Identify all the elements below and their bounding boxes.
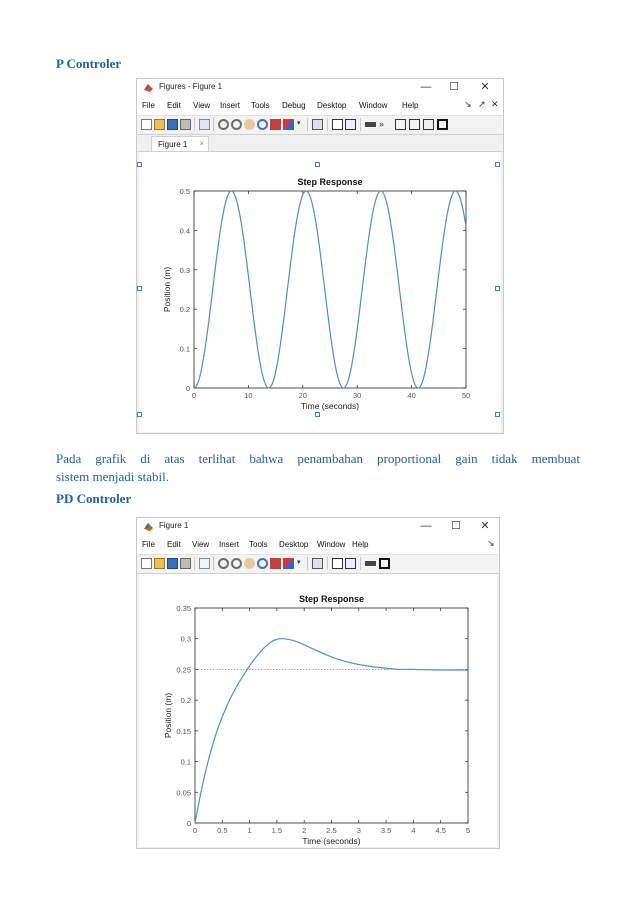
toolbar-separator (327, 118, 328, 131)
matlab-figure-window-2 (136, 517, 500, 849)
toolbar-separator (194, 557, 195, 570)
pan-icon[interactable] (244, 119, 255, 130)
colorbar-icon[interactable] (332, 558, 343, 569)
resize-handle[interactable] (315, 162, 320, 167)
tab-close-icon[interactable]: × (199, 139, 204, 148)
pointer-icon[interactable] (199, 558, 210, 569)
resize-handle[interactable] (137, 162, 142, 167)
pan-icon[interactable] (244, 558, 255, 569)
brush-dropdown-icon[interactable]: ▾ (297, 559, 301, 566)
title-bar (137, 518, 499, 536)
menu-window[interactable]: Window (359, 101, 388, 110)
legend-icon[interactable] (345, 558, 356, 569)
matlab-figure-window-1 (136, 78, 504, 434)
colorbar-icon[interactable] (332, 119, 343, 130)
chart-title: Step Response (298, 594, 365, 604)
new-figure-icon[interactable] (141, 558, 152, 569)
resize-handle[interactable] (315, 412, 320, 417)
plot-area (195, 608, 468, 823)
rotate-icon[interactable] (257, 558, 268, 569)
menu-bar (137, 536, 499, 555)
new-figure-icon[interactable] (141, 119, 152, 130)
resize-handle[interactable] (495, 412, 500, 417)
window-title: Figure 1 (159, 521, 189, 530)
brush-icon[interactable] (283, 119, 294, 130)
maximize-button[interactable]: ☐ (451, 520, 461, 532)
menu-desktop[interactable]: Desktop (279, 540, 309, 549)
minimize-button[interactable]: — (420, 81, 432, 93)
y-tick-label: 0.2 (180, 696, 191, 706)
toolbar-separator (307, 118, 308, 131)
data-cursor-icon[interactable] (270, 558, 281, 569)
y-tick-label: 0.1 (180, 757, 191, 767)
y-tick-label: 0.2 (179, 305, 190, 315)
menu-edit[interactable]: Edit (167, 101, 181, 110)
figure-canvas (139, 574, 497, 847)
y-tick-label: 0.3 (179, 265, 190, 275)
float-icon[interactable] (423, 119, 434, 130)
y-tick-label: 0 (186, 819, 191, 828)
y-axis-label: Position (m) (162, 266, 172, 313)
x-tick-label: 0 (192, 826, 198, 835)
x-tick-label: 40 (407, 391, 416, 400)
x-tick-label: 3.5 (380, 826, 392, 835)
toolbar-separator (307, 557, 308, 570)
menu-view[interactable]: View (192, 540, 210, 549)
grid-layout-icon[interactable] (395, 119, 406, 130)
legend-icon[interactable] (345, 119, 356, 130)
x-tick-label: 20 (298, 391, 307, 400)
data-cursor-icon[interactable] (270, 119, 281, 130)
step-response-chart-pd (139, 574, 497, 847)
close-button[interactable]: ✕ (480, 520, 490, 532)
y-tick-label: 0.25 (176, 665, 191, 675)
open-file-icon[interactable] (154, 119, 165, 130)
toolbar (137, 555, 499, 574)
x-tick-label: 50 (461, 391, 471, 400)
y-tick-label: 0.5 (179, 187, 190, 196)
resize-handle[interactable] (495, 286, 500, 291)
menu-insert[interactable]: Insert (219, 540, 240, 549)
y-tick-label: 0.1 (179, 344, 190, 354)
x-tick-label: 4 (411, 826, 416, 835)
zoom-in-icon[interactable] (218, 558, 229, 569)
hide-plot-tools-icon[interactable] (365, 561, 376, 566)
brush-icon[interactable] (283, 558, 294, 569)
paragraph-line-2: sistem menjadi stabil. (56, 469, 170, 484)
y-tick-label: 0.4 (179, 226, 190, 236)
matlab-logo-icon (143, 82, 154, 93)
toolbar-separator (360, 118, 361, 131)
tile-icon[interactable] (409, 119, 420, 130)
resize-handle[interactable] (495, 162, 500, 167)
menu-help[interactable]: Help (402, 101, 419, 110)
dock-arrow-icon[interactable]: ↘ (464, 99, 472, 109)
y-tick-label: 0.35 (176, 604, 191, 613)
x-tick-label: 0 (191, 391, 197, 400)
hide-plot-tools-icon[interactable] (365, 122, 376, 127)
y-axis-label: Position (m) (163, 692, 173, 739)
zoom-out-icon[interactable] (231, 558, 242, 569)
zoom-in-icon[interactable] (218, 119, 229, 130)
close-figure-icon[interactable]: ✕ (491, 99, 499, 109)
menu-desktop[interactable]: Desktop (317, 101, 347, 110)
menu-bar (137, 97, 503, 116)
paragraph-line-1: Pada grafik di atas terlihat bahwa penambahan proportional gain tidak membuat (56, 451, 580, 466)
open-file-icon[interactable] (154, 558, 165, 569)
x-tick-label: 0.5 (217, 826, 228, 835)
minimize-button[interactable]: — (420, 520, 432, 532)
show-plot-tools-icon[interactable] (379, 558, 390, 569)
matlab-logo-icon (143, 521, 154, 532)
y-tick-label: 0.3 (180, 634, 191, 644)
figure-tab-strip (137, 135, 503, 152)
print-icon[interactable] (180, 558, 191, 569)
menu-help[interactable]: Help (352, 540, 369, 549)
menu-debug[interactable]: Debug (282, 101, 306, 110)
description-paragraph (56, 450, 580, 486)
brush-dropdown-icon[interactable]: ▾ (297, 120, 301, 127)
x-axis-label: Time (seconds) (300, 401, 360, 411)
x-tick-label: 2.5 (326, 826, 337, 835)
toolbar-separator (360, 557, 361, 570)
undock-arrow-icon[interactable]: ↗ (478, 99, 486, 109)
zoom-out-icon[interactable] (231, 119, 242, 130)
link-plot-icon[interactable] (312, 119, 323, 130)
menu-window[interactable]: Window (317, 540, 346, 549)
x-tick-label: 4.5 (435, 826, 446, 835)
maximize-axes-icon[interactable] (437, 119, 448, 130)
resize-handle[interactable] (137, 286, 142, 291)
toolbar-separator (213, 118, 214, 131)
dock-arrow-icon[interactable]: ↘ (487, 538, 495, 548)
toolbar-separator (194, 118, 195, 131)
maximize-button[interactable]: ☐ (449, 81, 459, 93)
x-tick-label: 30 (353, 391, 362, 400)
menu-file[interactable]: File (142, 540, 155, 549)
x-tick-label: 3 (356, 826, 361, 835)
heading-p-controller: P Controler (56, 56, 122, 71)
menu-edit[interactable]: Edit (167, 540, 181, 549)
step-response-chart-p (139, 152, 501, 432)
y-tick-label: 0 (185, 384, 190, 393)
x-tick-label: 1 (247, 826, 252, 835)
more-tools-icon[interactable]: » (379, 119, 385, 129)
link-plot-icon[interactable] (312, 558, 323, 569)
menu-tools[interactable]: Tools (251, 101, 270, 110)
print-icon[interactable] (180, 119, 191, 130)
pointer-icon[interactable] (199, 119, 210, 130)
title-bar (137, 79, 503, 97)
menu-view[interactable]: View (193, 101, 211, 110)
close-button[interactable]: ✕ (480, 81, 490, 93)
tab-label: Figure 1 (158, 140, 188, 149)
heading-pd-controller: PD Controler (56, 491, 132, 506)
toolbar-separator (327, 557, 328, 570)
menu-tools[interactable]: Tools (249, 540, 268, 549)
plot-area (194, 191, 466, 388)
rotate-icon[interactable] (257, 119, 268, 130)
toolbar (137, 116, 503, 135)
resize-handle[interactable] (137, 412, 142, 417)
y-tick-label: 0.15 (176, 726, 191, 736)
save-icon[interactable] (167, 558, 178, 569)
figure-canvas (139, 152, 501, 432)
x-tick-label: 5 (465, 826, 471, 835)
x-tick-label: 10 (244, 391, 253, 400)
x-axis-label: Time (seconds) (302, 836, 361, 846)
chart-title: Step Response (297, 177, 363, 187)
menu-insert[interactable]: Insert (220, 101, 241, 110)
menu-file[interactable]: File (142, 101, 155, 110)
tab-figure-1[interactable] (151, 136, 209, 151)
x-tick-label: 1.5 (271, 826, 283, 835)
toolbar-separator (213, 557, 214, 570)
x-tick-label: 2 (302, 826, 307, 835)
y-tick-label: 0.05 (176, 788, 191, 798)
save-icon[interactable] (167, 119, 178, 130)
window-title: Figures - Figure 1 (159, 82, 223, 91)
